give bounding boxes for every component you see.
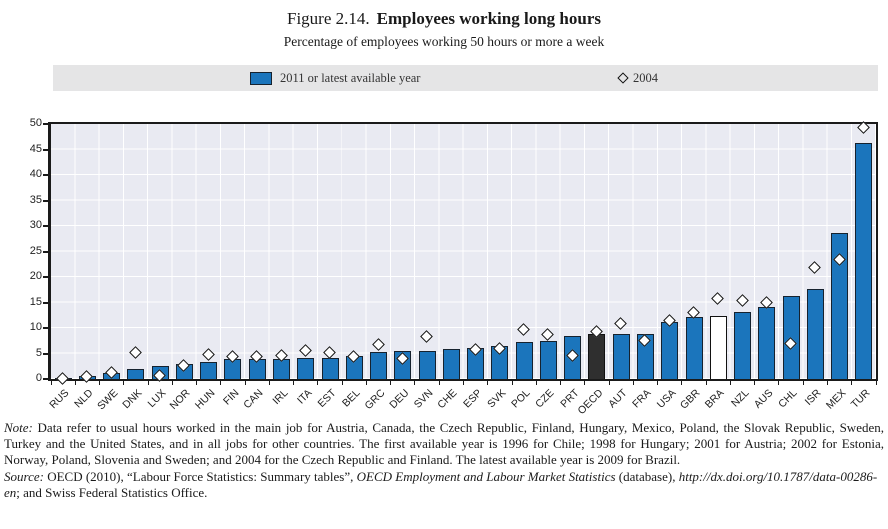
y-label-0: 0 [35,372,42,384]
y-label-50: 50 [29,117,42,129]
x-tick [269,381,270,385]
x-label-ESP: ESP [460,387,485,411]
bar-NZL [734,312,751,379]
legend [53,65,878,91]
x-label-AUS: AUS [751,387,776,411]
x-label-DNK: DNK [120,387,145,412]
x-label-HUN: HUN [192,387,218,412]
bar-USA [661,322,678,379]
x-tick [536,381,537,385]
x-label-CAN: CAN [241,387,266,412]
x-tick [366,381,367,385]
y-label-5: 5 [35,346,42,359]
x-label-EST: EST [315,387,339,410]
x-label-LUX: LUX [145,387,169,410]
x-tick [172,381,173,385]
diamond-HUN [202,348,215,361]
x-tick [730,381,731,385]
x-label-GRC: GRC [362,387,388,412]
x-label-SVK: SVK [485,387,509,411]
y-label-35: 35 [29,193,42,206]
x-label-CZE: CZE [533,387,557,411]
bar-BRA [710,316,727,379]
x-tick [414,381,415,385]
x-label-AUT: AUT [606,387,630,411]
x-tick [317,381,318,385]
diamond-TUR [857,121,870,134]
x-label-BEL: BEL [340,387,363,410]
x-label-DEU: DEU [387,387,412,412]
x-label-MEX: MEX [823,387,849,412]
y-label-25: 25 [29,244,42,257]
legend-item-2004 [619,65,658,91]
bar-OECD [588,334,605,379]
x-tick [293,381,294,385]
x-label-CHE: CHE [435,387,460,412]
figure-title [0,9,888,29]
bar-GBR [686,317,703,379]
x-label-USA: USA [654,387,679,411]
x-tick [512,381,513,385]
diamond-GRC [372,338,385,351]
bar-swatch-icon [250,72,272,85]
y-label-30: 30 [29,219,42,231]
x-tick [584,381,585,385]
x-label-NOR: NOR [167,387,193,412]
bar-TUR [855,143,872,379]
x-tick [706,381,707,385]
x-label-SVN: SVN [411,387,436,411]
x-label-NLD: NLD [72,387,96,411]
diamond-CZE [542,328,555,341]
x-label-FRA: FRA [630,387,654,411]
source-text: Source: OECD (2010), “Labour Force Statistics: Summary tables”, OECD Employment and Labour Market Statistics (database), http://dx.doi.org/10.1787/data-00286-en; and Swiss Federal Statistics Office. [4,468,878,500]
figure-title-text: Employees working long hours [376,9,601,28]
x-tick [609,381,610,385]
y-label-20: 20 [29,270,42,282]
diamond-NLD [81,370,94,383]
bar-CHE [443,349,460,379]
diamond-SVN [420,330,433,343]
diamond-icon [617,72,628,83]
diamond-RUS [56,372,69,385]
bar-HUN [200,362,217,379]
bar-DNK [127,369,144,379]
legend-item-2011 [250,65,420,91]
x-label-ITA: ITA [294,387,315,407]
x-label-POL: POL [509,387,533,411]
x-tick [342,381,343,385]
x-tick [463,381,464,385]
y-label-10: 10 [29,321,42,333]
legend-2004-label: 2004 [633,70,658,85]
note-text: Note: Data refer to usual hours worked in the main job for Austria, Canada, the Czech Republic, Finland, Hungary, Mexico, Poland, the Slovak Republic, Sweden, Turkey and the United States, and in all jobs for other countries. The first available year is 1996 for Chile; 1998 for Hungary; 2001 for Austria; 2002 for Estonia, Norway, Poland, Slovenia and Sweden; and 2004 for the Czech Republic and Finland. The latest available year is 2009 for Brazil. [4,420,884,468]
x-label-GBR: GBR [677,387,703,412]
x-tick [439,381,440,385]
x-tick [148,381,149,385]
x-label-PRT: PRT [557,387,582,411]
y-label-45: 45 [29,142,42,155]
x-tick [876,381,877,385]
x-label-IRL: IRL [269,387,290,408]
x-label-ISR: ISR [802,387,824,408]
bar-GRC [370,352,387,379]
x-tick [390,381,391,385]
bar-EST [322,358,339,379]
x-tick [778,381,779,385]
bar-ISR [807,289,824,379]
x-tick [560,381,561,385]
bar-SVN [419,351,436,379]
y-label-15: 15 [29,295,42,308]
x-tick [123,381,124,385]
x-tick [754,381,755,385]
x-tick [851,381,852,385]
x-label-BRA: BRA [702,387,727,411]
bar-CZE [540,341,557,379]
figure-subtitle: Percentage of employees working 50 hours or more a week [283,34,605,49]
x-label-CHL: CHL [776,387,800,411]
diamond-ITA [299,345,312,358]
x-label-TUR: TUR [848,387,873,411]
x-label-RUS: RUS [47,387,72,412]
plot-area [48,122,878,381]
x-tick [220,381,221,385]
x-tick [196,381,197,385]
x-tick [245,381,246,385]
diamond-POL [517,323,530,336]
x-label-SWE: SWE [94,387,121,413]
diamond-NZL [736,295,749,308]
bar-POL [516,342,533,379]
x-tick [681,381,682,385]
diamond-AUT [614,317,627,330]
x-tick [51,381,52,385]
x-tick [827,381,828,385]
x-label-FIN: FIN [221,387,242,408]
x-tick [657,381,658,385]
figure-number: Figure 2.14. [287,9,370,28]
x-tick [75,381,76,385]
x-tick [487,381,488,385]
bar-AUS [758,307,775,379]
x-tick [803,381,804,385]
x-tick [633,381,634,385]
x-tick [99,381,100,385]
x-label-OECD: OECD [575,387,606,417]
footnotes [4,420,884,501]
y-label-40: 40 [29,168,42,180]
diamond-ISR [808,261,821,274]
legend-2011-label: 2011 or latest available year [280,70,421,85]
bar-AUT [613,334,630,379]
x-label-NZL: NZL [728,387,752,410]
diamond-BRA [711,292,724,305]
bar-ITA [297,358,314,379]
diamond-DNK [129,347,142,360]
